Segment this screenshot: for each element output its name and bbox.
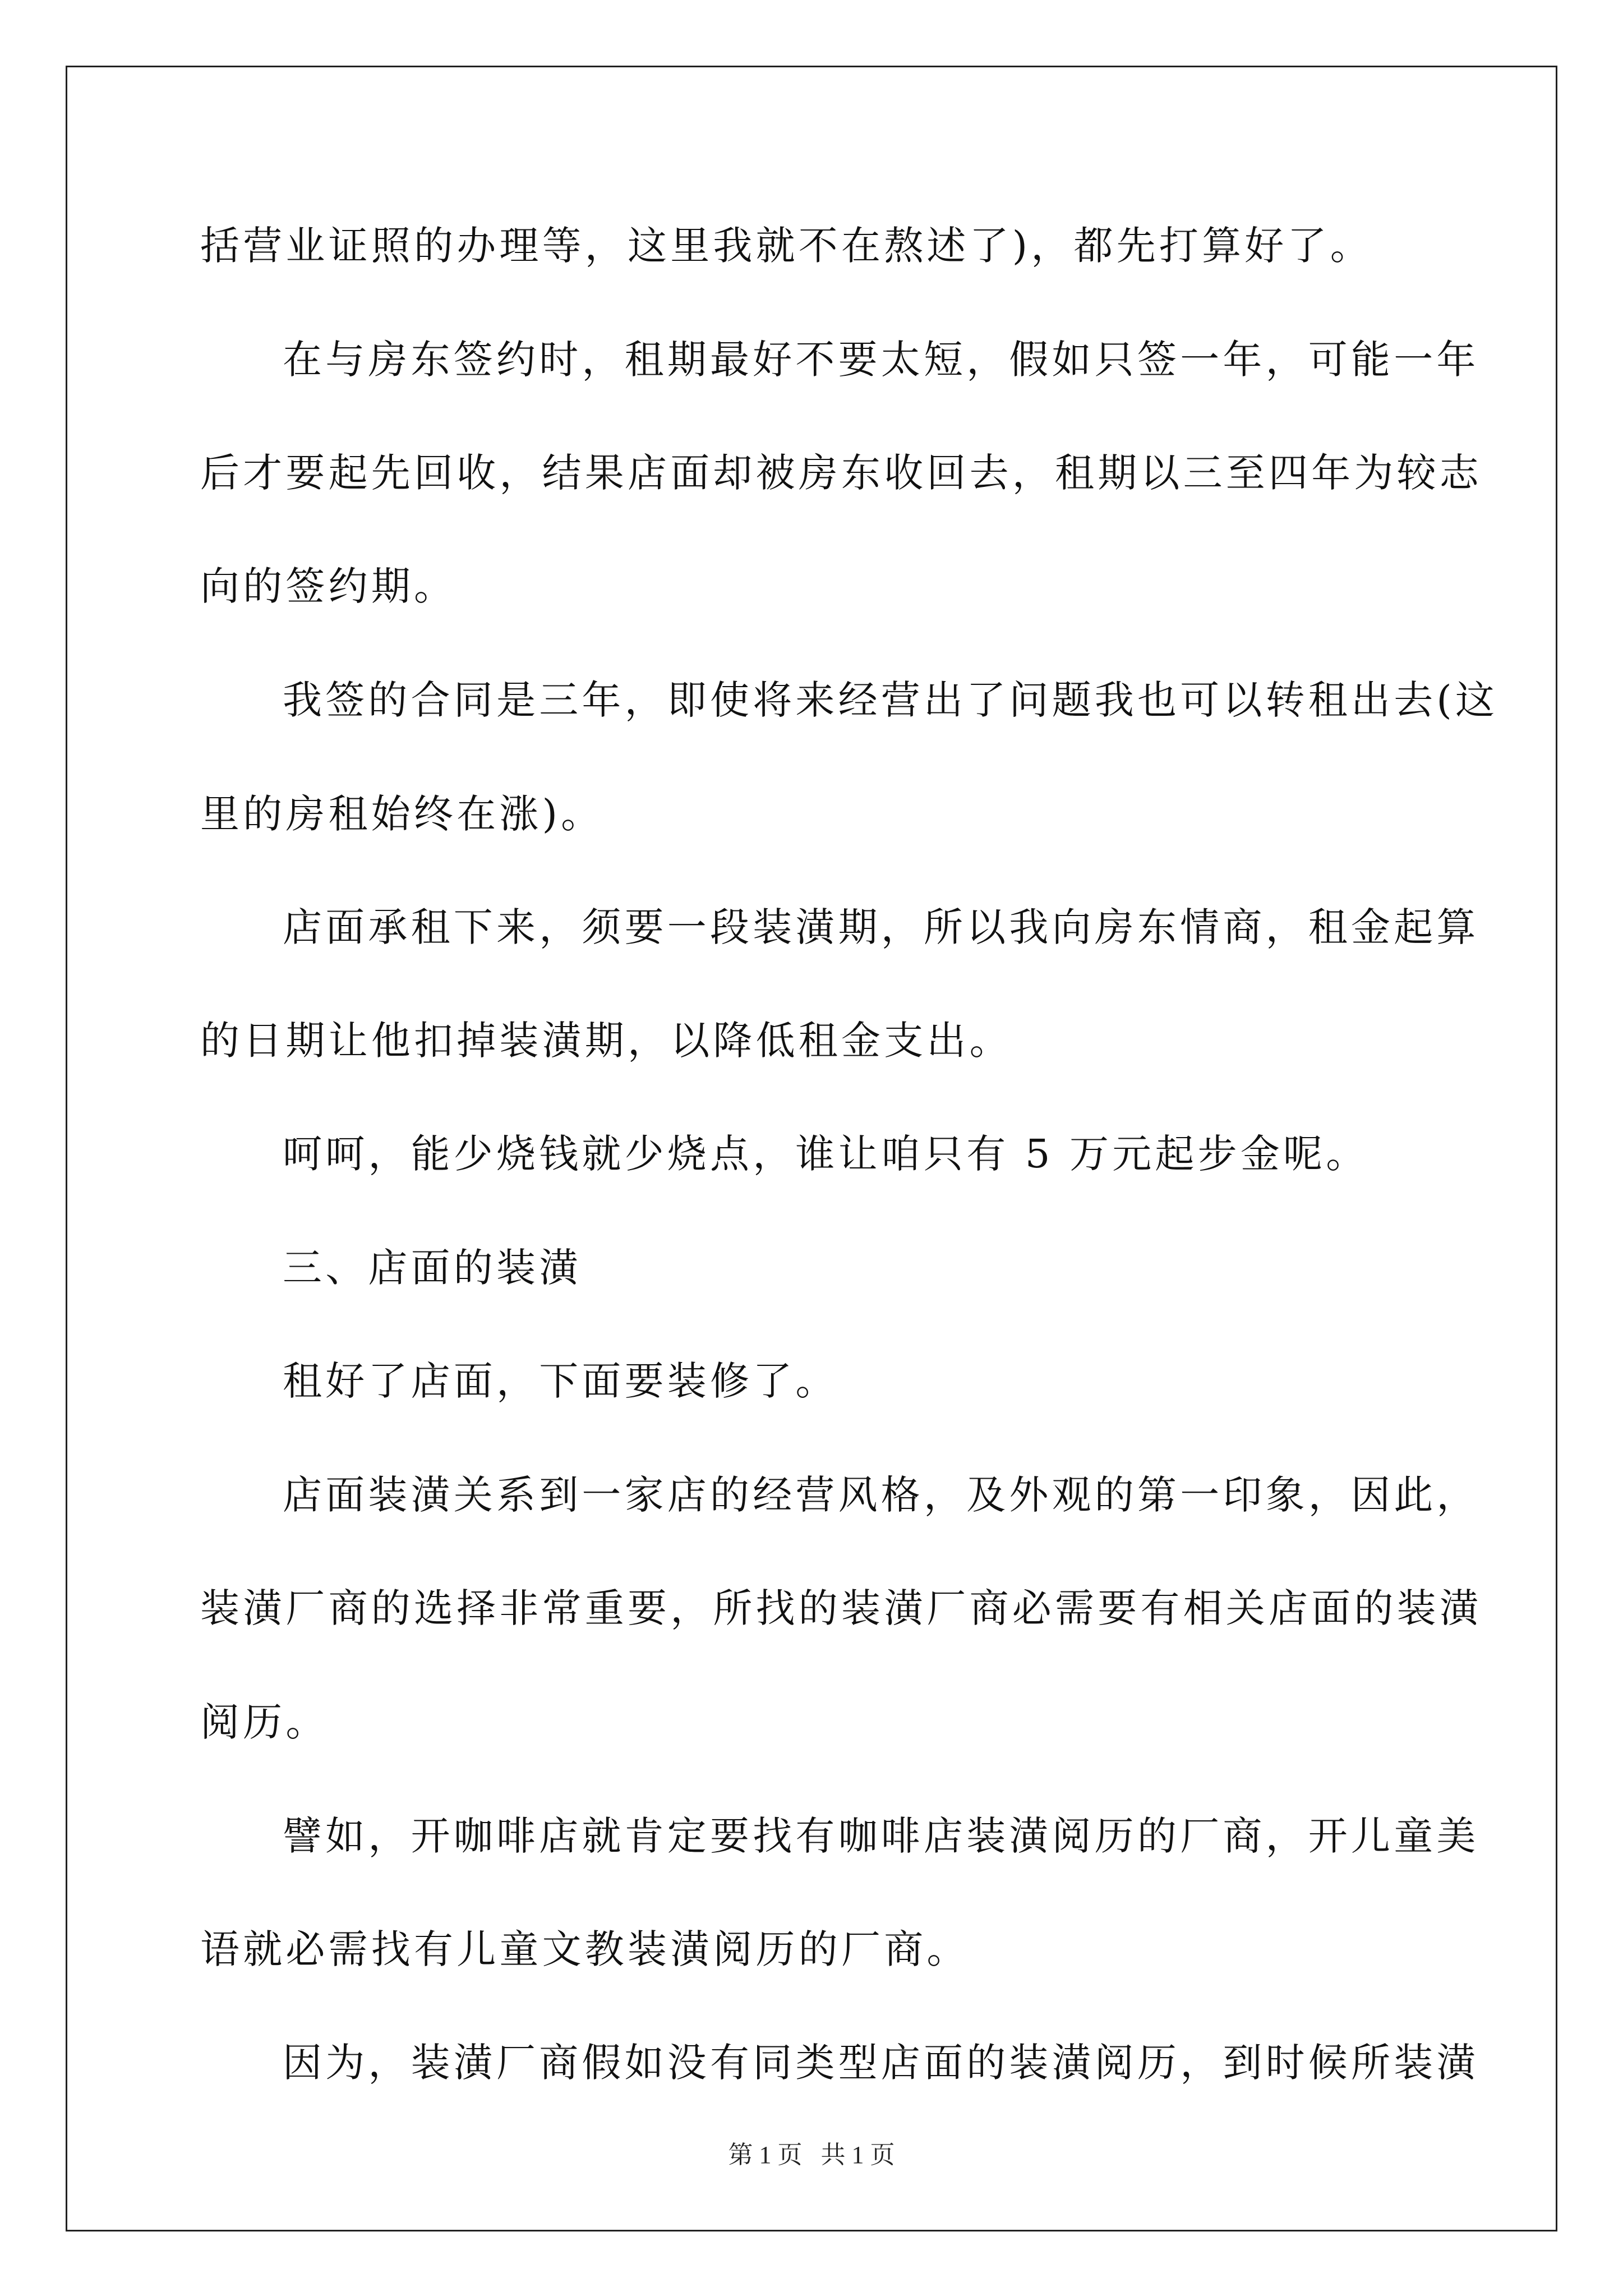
text-line: 向的签约期。: [200, 563, 457, 609]
text-line: 装潢厂商的选择非常重要，所找的装潢厂商必需要有相关店面的装潢: [200, 1585, 1482, 1631]
page-footer: 第 1 页 共 1 页: [728, 2141, 895, 2169]
text-line: 后才要起先回收，结果店面却被房东收回去，租期以三至四年为较志: [200, 450, 1482, 496]
text-line: 租好了店面，下面要装修了。: [283, 1358, 838, 1404]
text-line: 里的房租始终在涨)。: [200, 791, 604, 837]
text-line: 括营业证照的办理等，这里我就不在熬述了)，都先打算好了。: [200, 223, 1373, 269]
text-line: 的日期让他扣掉装潢期，以降低租金支出。: [200, 1018, 1012, 1064]
text-line: 店面承租下来，须要一段装潢期，所以我向房东情商，租金起算: [283, 904, 1479, 950]
text-line: 呵呵，能少烧钱就少烧点，谁让咱只有 5 万元起步金呢。: [283, 1131, 1369, 1177]
text-line: 店面装潢关系到一家店的经营风格，及外观的第一印象，因此，: [283, 1472, 1479, 1518]
text-line: 譬如，开咖啡店就肯定要找有咖啡店装潢阅历的厂商，开儿童美: [283, 1813, 1479, 1859]
text-line: 阅历。: [200, 1699, 329, 1745]
text-line: 因为，装潢厂商假如没有同类型店面的装潢阅历，到时候所装潢: [283, 2040, 1479, 2086]
text-line: 我签的合同是三年，即使将来经营出了问题我也可以转租出去(这: [283, 677, 1498, 723]
text-line: 在与房东签约时，租期最好不要太短，假如只签一年，可能一年: [283, 337, 1479, 383]
text-line: 语就必需找有儿童文教装潢阅历的厂商。: [200, 1926, 970, 1972]
section-heading: 三、店面的装潢: [283, 1245, 582, 1291]
